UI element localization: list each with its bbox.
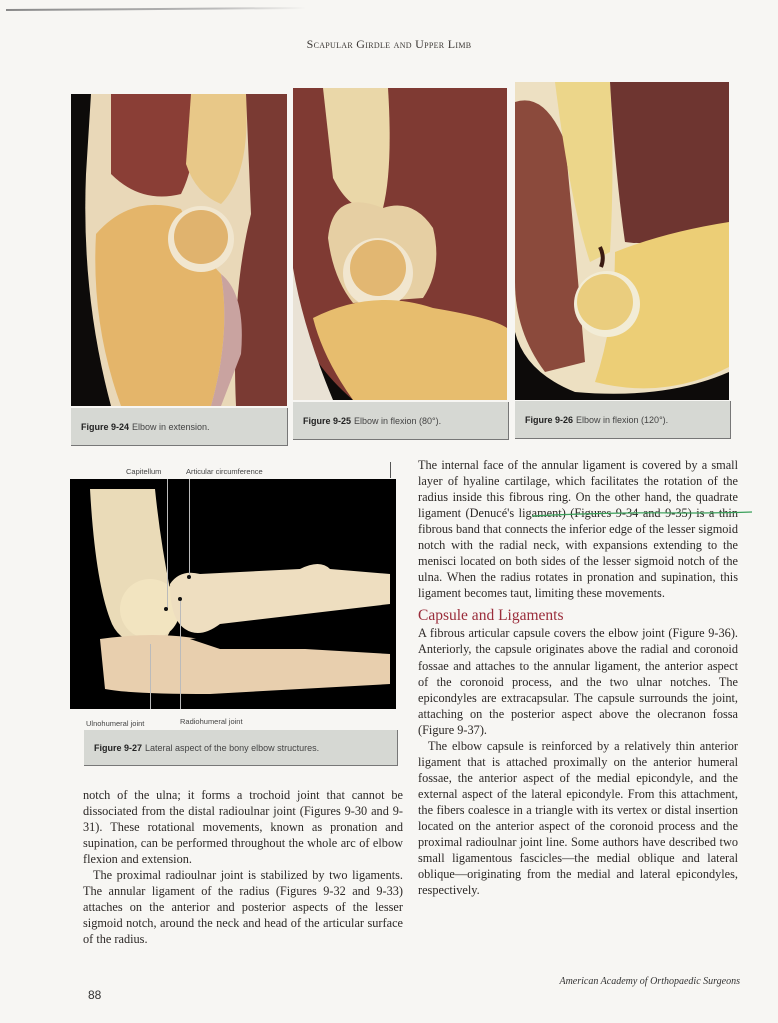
marker-radiohumeral bbox=[178, 597, 182, 601]
figure-9-27-photo bbox=[70, 479, 396, 709]
figure-9-26-photo bbox=[515, 82, 729, 400]
leader-capitellum bbox=[167, 479, 168, 609]
figure-bracket bbox=[390, 462, 391, 478]
figure-9-24-caption bbox=[71, 408, 288, 446]
paragraph: The proximal radioulnar joint is stabilized by two ligaments. The annular ligament of the radius (Figures 9-32 and 9-33) attaches on the anterior and posterior aspects of the lesser sigmoid notch, around the neck and head of the articular surface of the radius. bbox=[83, 868, 403, 947]
marker-capitellum bbox=[164, 607, 168, 611]
right-column-text bbox=[418, 457, 738, 898]
elbow-flexion-120-section-image bbox=[515, 82, 729, 400]
label-articular-circumference: Articular circumference bbox=[186, 467, 263, 476]
paragraph: The internal face of the annular ligament is covered by a small layer of hyaline cartilage, which facilitates the rotation of the radius inside this fibrous ring. On the other hand, the quadrate ligament (Denucé's ligament) (Figures 9-34 and 9-35) is a thin fibrous band that connects the inferior edge of the lesser sigmoid notch with the radial neck, with expansions extending to the menisci located on both sides of the lesser sigmoid notch of the ulna. When the radius rotates in pronation and supination, this ligament becomes taut, limiting these movements. bbox=[418, 458, 738, 601]
figure-9-26-caption bbox=[515, 401, 731, 439]
figure-number: Figure 9-26 bbox=[525, 414, 574, 425]
scan-edge-line bbox=[6, 7, 306, 11]
marker-articular-circumference bbox=[187, 575, 191, 579]
figure-9-27-caption bbox=[84, 730, 398, 766]
figure-caption-text: Lateral aspect of the bony elbow structures. bbox=[145, 742, 320, 753]
figure-9-25-photo bbox=[293, 88, 507, 400]
figure-number: Figure 9-27 bbox=[94, 742, 143, 753]
figure-caption-text: Elbow in extension. bbox=[132, 421, 210, 432]
page-number: 88 bbox=[88, 988, 102, 1002]
label-ulnohumeral-joint: Ulnohumeral joint bbox=[86, 719, 145, 728]
section-heading: Capsule and Ligaments bbox=[418, 607, 564, 625]
publisher-footer: American Academy of Orthopaedic Surgeons bbox=[559, 976, 740, 987]
running-head: Scapular Girdle and Upper Limb bbox=[306, 37, 472, 51]
leader-radiohumeral bbox=[180, 599, 181, 709]
label-capitellum: Capitellum bbox=[126, 467, 162, 476]
elbow-flexion-80-section-image bbox=[293, 88, 507, 400]
figure-caption-text: Elbow in flexion (120°). bbox=[576, 414, 669, 425]
figure-number: Figure 9-24 bbox=[81, 421, 130, 432]
figure-caption-text: Elbow in flexion (80°). bbox=[354, 415, 442, 426]
leader-ulnohumeral bbox=[150, 644, 151, 709]
leader-articular-circumference bbox=[189, 479, 190, 579]
figure-number: Figure 9-25 bbox=[303, 415, 352, 426]
paragraph: The elbow capsule is reinforced by a relatively thin anterior ligament that is attached proximally on the anterior humeral fossae, the anterior aspect of the medial epicondyle, and the external aspect of the lateral epicondyle. From this attachment, the fibers coalesce in a triangle with its vertex or distal insertion located on the anterior aspect of the coronoid process and the proximal radioulnar joint line. Some authors have described two small ligamentous fascicles—the medial oblique and lateral oblique—originating from the medial and lateral epicondyles, respectively. bbox=[418, 738, 738, 898]
green-annotation-underline bbox=[532, 509, 752, 519]
label-radiohumeral-joint: Radiohumeral joint bbox=[180, 717, 243, 726]
figure-9-24-photo bbox=[71, 94, 287, 406]
elbow-extension-section-image bbox=[71, 94, 287, 406]
bony-elbow-lateral-image bbox=[70, 479, 396, 709]
paragraph: notch of the ulna; it forms a trochoid joint that cannot be dissociated from the distal radioulnar joint (Figures 9-30 and 9-31). These rotational movements, known as pronation and supination, can be performed throughout the whole arc of elbow flexion and extension. bbox=[83, 788, 403, 867]
paragraph: A fibrous articular capsule covers the elbow joint (Figure 9-36). Anteriorly, the capsule originates above the radial and coronoid fossae and attaches to the annular ligament, the anterior aspect of the coronoid process, and the two ulnar notches. The epicondyles are extracapsular. The capsule surrounds the joint, attaching on the posterior aspect above the olecranon fossa (Figure 9-37). bbox=[418, 626, 738, 737]
figure-9-25-caption bbox=[293, 402, 509, 440]
left-column-text bbox=[83, 787, 403, 947]
